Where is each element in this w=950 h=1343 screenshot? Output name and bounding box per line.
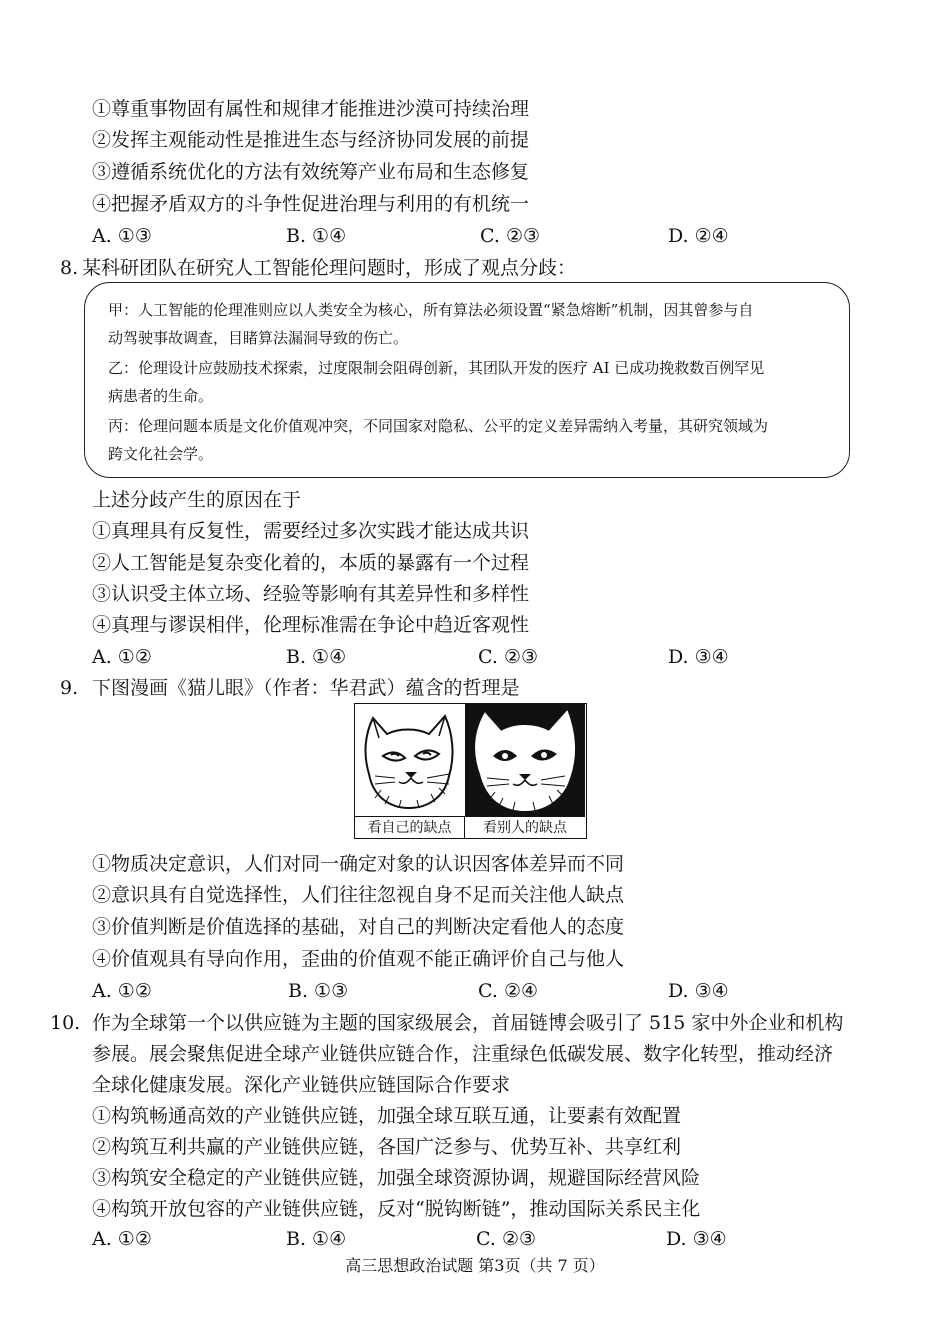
comic-caption-left: 看自己的缺点 [355,816,465,838]
q9-option-d: D. ③④ [668,980,729,1002]
q8-box-line-1: 甲：人工智能的伦理准则应以人类安全为核心，所有算法必须设置“紧急熔断”机制，因其曾参与自 [108,301,754,319]
q7-statement-4: ④把握矛盾双方的斗争性促进治理与利用的有机统一 [92,193,530,215]
q7-statement-2: ②发挥主观能动性是推进生态与经济协同发展的前提 [92,129,530,151]
cat-eye-comic [354,703,587,839]
q9-option-b: B. ①③ [288,980,349,1002]
q9-number: 9. [60,677,79,699]
q8-statement-4: ④真理与谬误相伴，伦理标准需在争论中趋近客观性 [92,614,530,636]
q10-stem-line-3: 全球化健康发展。深化产业链供应链国际合作要求 [92,1074,511,1096]
q9-stem: 下图漫画《猫儿眼》（作者：华君武）蕴含的哲理是 [92,677,520,699]
q8-box-line-4: 病患者的生命。 [108,387,214,405]
q10-statement-1: ①构筑畅通高效的产业链供应链，加强全球互联互通，让要素有效配置 [92,1105,682,1127]
q10-option-d: D. ③④ [666,1228,727,1250]
q8-option-d: D. ③④ [668,646,729,668]
q8-stem: 某科研团队在研究人工智能伦理问题时，形成了观点分歧： [82,257,577,279]
q8-number: 8. [60,257,79,279]
q10-option-a: A. ①② [92,1228,152,1250]
q7-option-b: B. ①④ [286,225,347,247]
q9-statement-4: ④价值观具有导向作用，歪曲的价值观不能正确评价自己与他人 [92,948,625,970]
q10-number: 10. [50,1012,81,1034]
q10-option-b: B. ①④ [286,1228,347,1250]
q10-stem-line-1: 作为全球第一个以供应链为主题的国家级展会，首届链博会吸引了 515 家中外企业和机构 [92,1012,844,1034]
q9-statement-3: ③价值判断是价值选择的基础，对自己的判断决定看他人的态度 [92,916,625,938]
q8-box-line-2: 动驾驶事故调查，目睹算法漏洞导致的伤亡。 [108,329,409,347]
q7-statement-1: ①尊重事物固有属性和规律才能推进沙漠可持续治理 [92,98,530,120]
cat-illustration-left [355,704,465,816]
q10-stem-line-2: 参展。展会聚焦促进全球产业链供应链合作，注重绿色低碳发展、数字化转型，推动经济 [92,1043,834,1065]
q9-statement-1: ①物质决定意识，人们对同一确定对象的认识因客体差异而不同 [92,853,625,875]
q10-statement-3: ③构筑安全稳定的产业链供应链，加强全球资源协调，规避国际经营风险 [92,1167,701,1189]
comic-left-panel [355,704,465,816]
q7-statement-3: ③遵循系统优化的方法有效统筹产业布局和生态修复 [92,161,530,183]
q9-option-a: A. ①② [92,980,152,1002]
q8-box-line-3: 乙：伦理设计应鼓励技术探索，过度限制会阻碍创新，其团队开发的医疗 AI 已成功挽救数百例罕见 [108,359,765,377]
q9-option-c: C. ②④ [478,980,539,1002]
q10-statement-4: ④构筑开放包容的产业链供应链，反对“脱钩断链”，推动国际关系民主化 [92,1198,701,1220]
q8-option-a: A. ①② [92,646,152,668]
q8-statement-1: ①真理具有反复性，需要经过多次实践才能达成共识 [92,520,530,542]
q8-option-c: C. ②③ [478,646,539,668]
q10-option-c: C. ②③ [476,1228,537,1250]
page-footer: 高三思想政治试题 第3页（共 7 页） [345,1256,605,1275]
q7-option-c: C. ②③ [480,225,541,247]
q8-box-line-5: 丙：伦理问题本质是文化价值观冲突，不同国家对隐私、公平的定义差异需纳入考量，其研究领域为 [108,417,769,435]
q8-statement-2: ②人工智能是复杂变化着的，本质的暴露有一个过程 [92,552,530,574]
q9-statement-2: ②意识具有自觉选择性，人们往往忽视自身不足而关注他人缺点 [92,884,625,906]
q8-question: 上述分歧产生的原因在于 [92,489,302,511]
q8-box-line-6: 跨文化社会学。 [108,445,214,463]
comic-caption-right: 看别人的缺点 [465,816,585,838]
q10-statement-2: ②构筑互利共赢的产业链供应链，各国广泛参与、优势互补、共享红利 [92,1136,682,1158]
q8-option-b: B. ①④ [286,646,347,668]
q7-option-d: D. ②④ [668,225,729,247]
q7-option-a: A. ①③ [92,225,152,247]
cat-illustration-right [465,704,585,816]
q8-statement-3: ③认识受主体立场、经验等影响有其差异性和多样性 [92,583,530,605]
comic-right-panel [465,704,585,816]
